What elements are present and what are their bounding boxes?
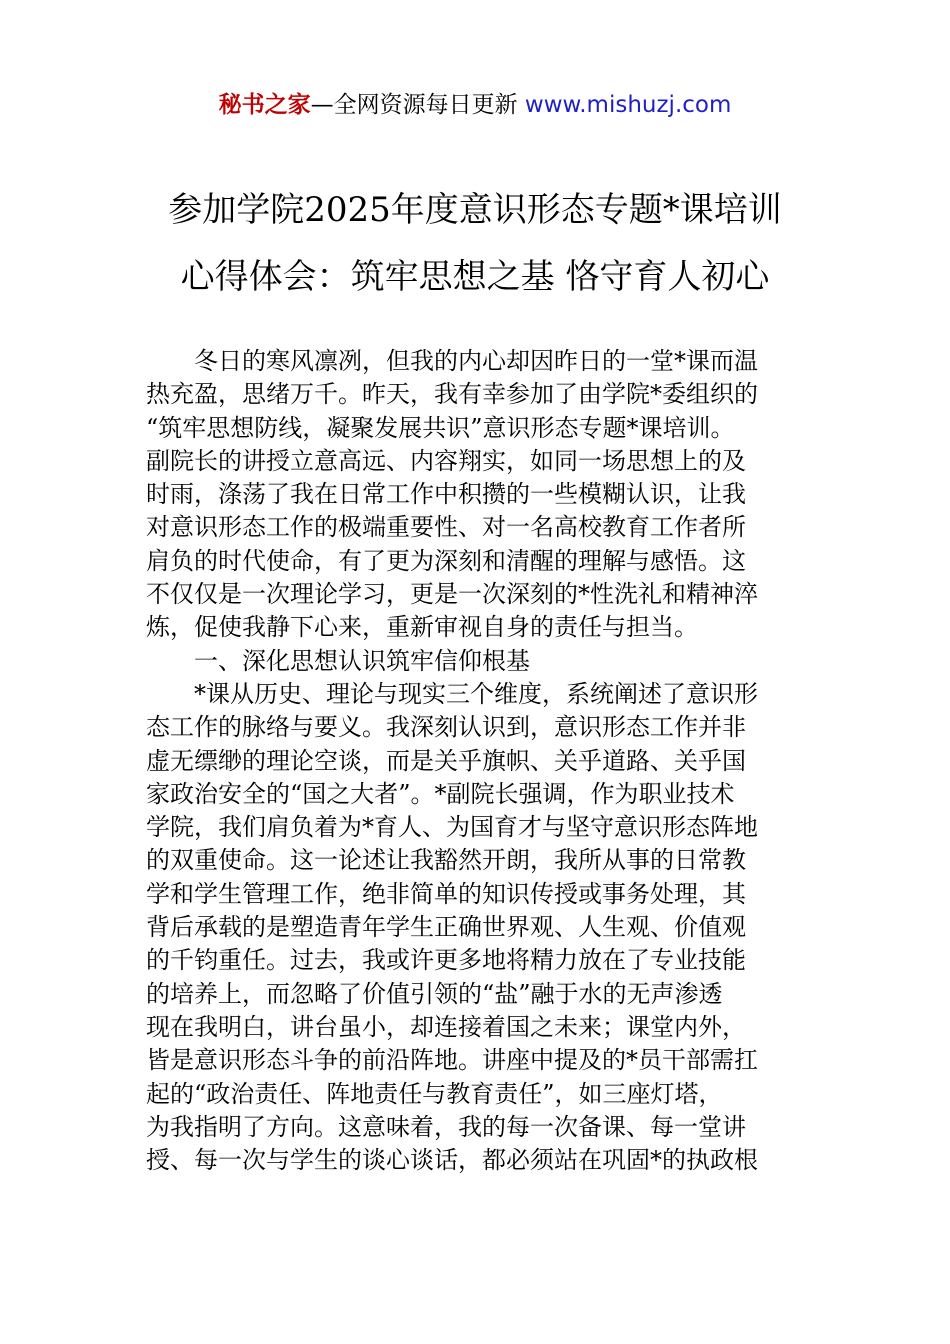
site-tagline: —全网资源每日更新 [310,92,525,118]
body-line: 的千钧重任。过去，我或许更多地将精力放在了专业技能 [146,946,746,975]
body-line: 热充盈，思绪万千。昨天，我有幸参加了由学院*委组织的 [146,380,758,409]
body-line: 皆是意识形态斗争的前沿阵地。讲座中提及的*员干部需扛 [146,1046,758,1075]
body-line: 虚无缥缈的理论空谈，而是关乎旗帜、关乎道路、关乎国 [146,746,746,775]
body-line: 的培养上，而忽略了价值引领的“盐”融于水的无声渗透 [146,979,723,1008]
body-line: 背后承载的是塑造青年学生正确世界观、人生观、价值观 [146,913,746,942]
body-line: 授、每一次与学生的谈心谈话，都必须站在巩固*的执政根 [146,1146,758,1175]
site-header [0,88,950,122]
body-line: 态工作的脉络与要义。我深刻认识到，意识形态工作并非 [146,713,746,742]
site-brand: 秘书之家 [218,92,311,118]
body-line: *课从历史、理论与现实三个维度，系统阐述了意识形 [194,679,758,708]
body-line: 的双重使命。这一论述让我豁然开朗，我所从事的日常教 [146,846,746,875]
body-line: 起的“政治责任、阵地责任与教育责任”，如三座灯塔， [146,1079,723,1108]
body-line: 冬日的寒风凛冽，但我的内心却因昨日的一堂*课而温 [194,347,758,375]
document-title-line-1: 参加学院2025年度意识形态专题*课培训 [168,190,782,230]
document-body [146,345,806,1177]
section-heading: 一、深化思想认识筑牢信仰根基 [194,646,530,675]
body-line: 学院，我们肩负着为*育人、为国育才与坚守意识形态阵地 [146,813,758,842]
body-line: 为我指明了方向。这意味着，我的每一次备课、每一堂讲 [146,1112,746,1141]
body-line: 副院长的讲授立意高远、内容翔实，如同一场思想上的及 [146,446,746,475]
site-url-link[interactable]: www.mishuzj.com [524,92,732,118]
body-line: “筑牢思想防线，凝聚发展共识”意识形态专题*课培训。 [146,413,735,442]
body-line: 对意识形态工作的极端重要性、对一名高校教育工作者所 [146,513,746,542]
body-line: 学和学生管理工作，绝非简单的知识传授或事务处理，其 [146,879,746,908]
body-line: 现在我明白，讲台虽小，却连接着国之未来；课堂内外， [146,1012,746,1041]
body-line: 时雨，涤荡了我在日常工作中积攒的一些模糊认识，让我 [146,480,746,509]
body-line: 肩负的时代使命，有了更为深刻和清醒的理解与感悟。这 [146,546,746,575]
body-line: 炼，促使我静下心来，重新审视自身的责任与担当。 [146,613,698,642]
body-line: 家政治安全的“国之大者”。*副院长强调，作为职业技术 [146,779,735,808]
body-line: 不仅仅是一次理论学习，更是一次深刻的*性洗礼和精神淬 [146,580,758,609]
document-title-line-2: 心得体会：筑牢思想之基 恪守育人初心 [180,257,770,297]
